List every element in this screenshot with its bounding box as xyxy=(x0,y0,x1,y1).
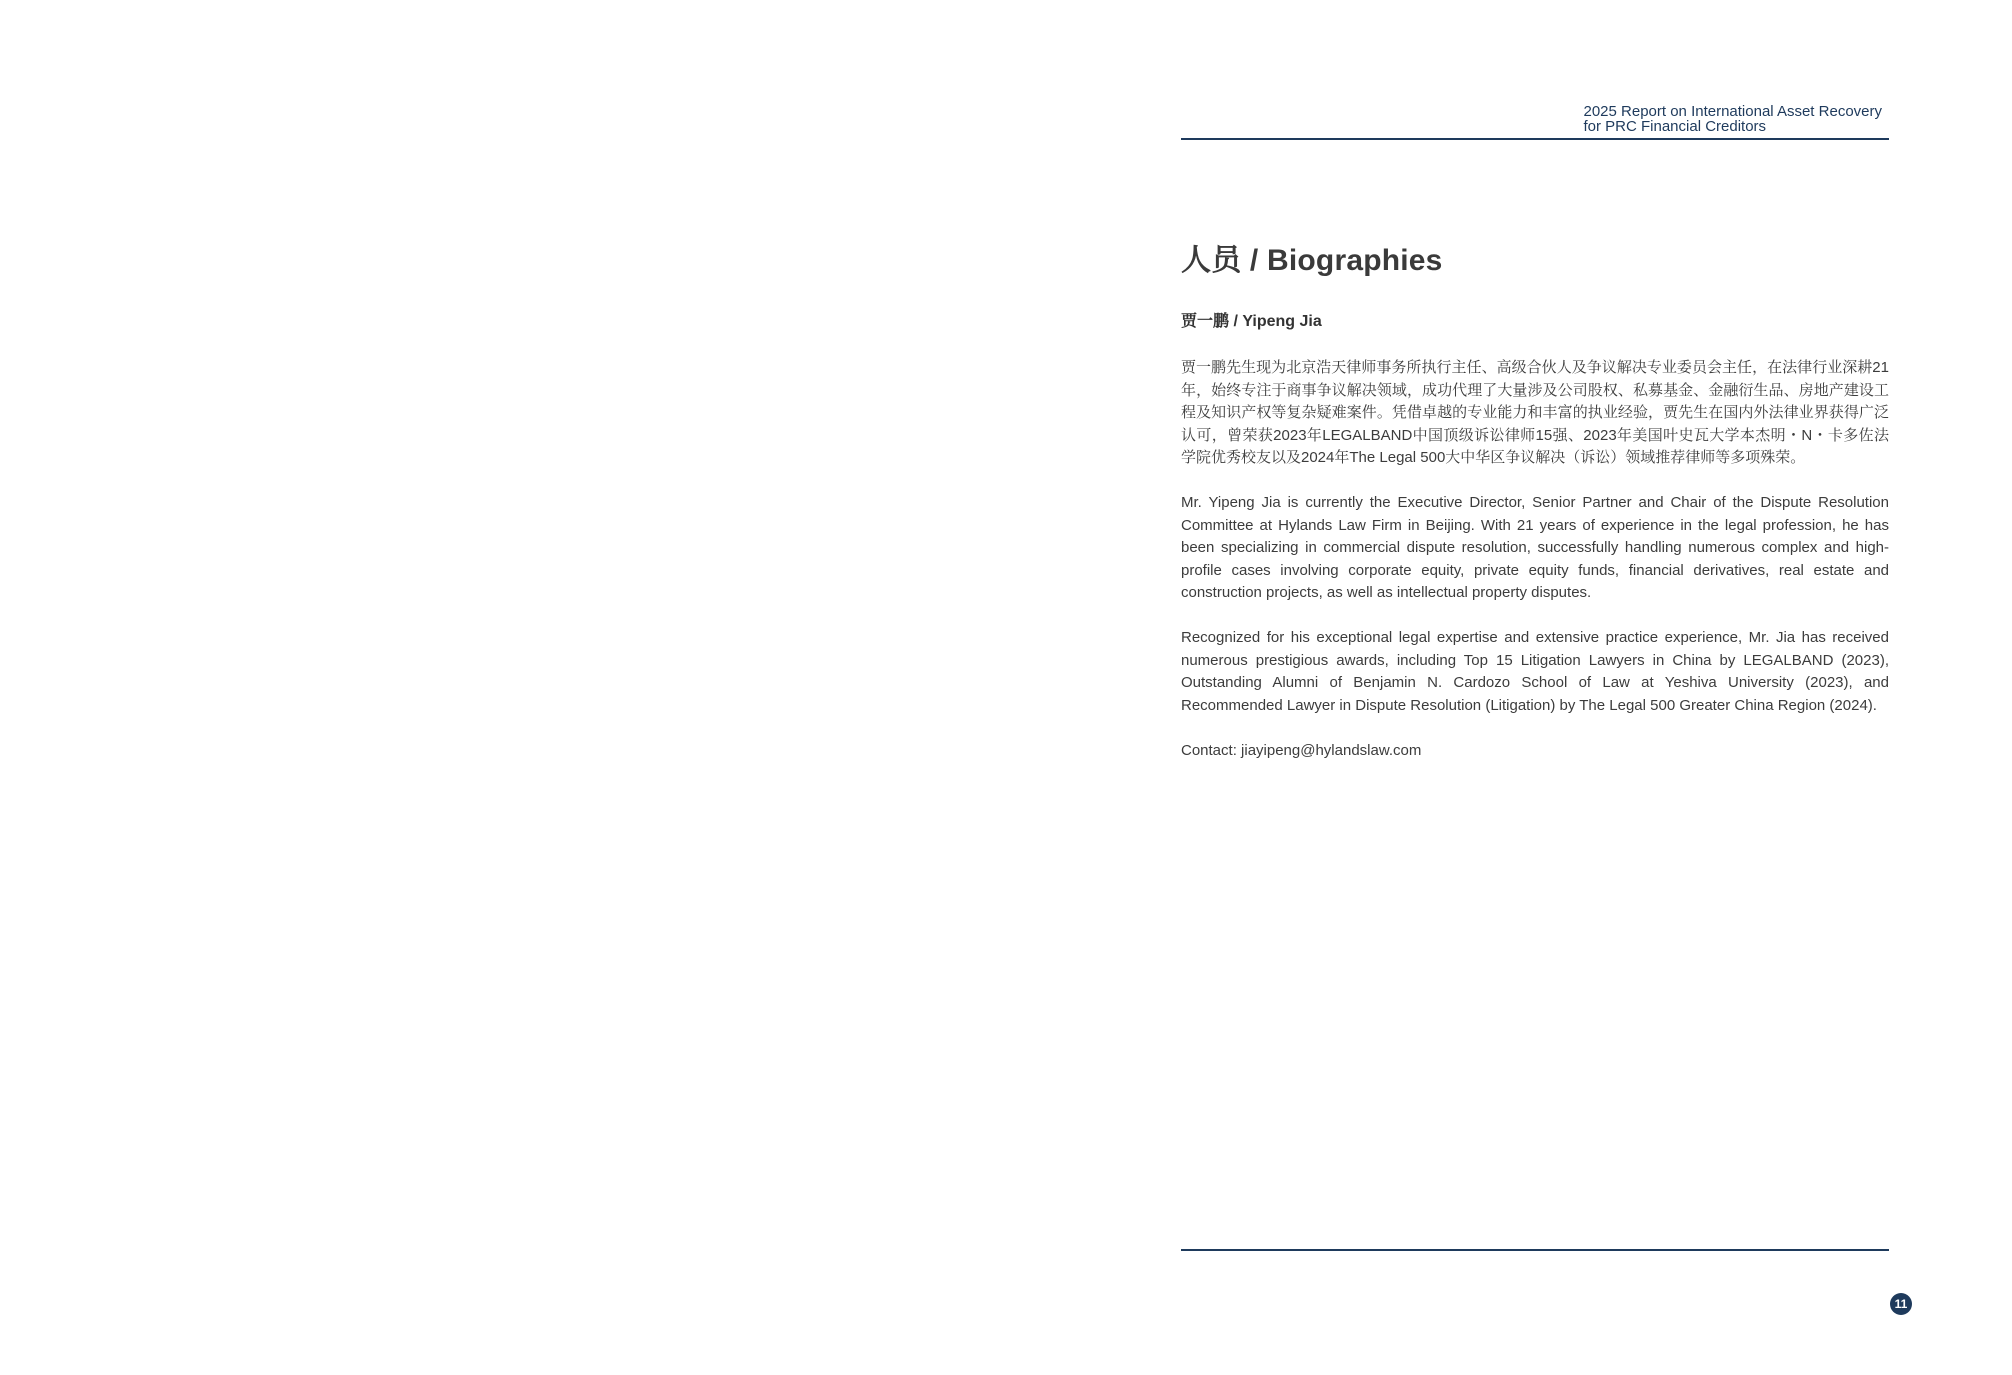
bio-paragraph-zh: 贾一鹏先生现为北京浩天律师事务所执行主任、高级合伙人及争议解决专业委员会主任，在法律行业深耕21年，始终专注于商事争议解决领域，成功代理了大量涉及公司股权、私募基金、金融衍生品、房地产建设工程及知识产权等复杂疑难案件。凭借卓越的专业能力和丰富的执业经验，贾先生在国内外法律业界获得广泛认可，曾荣获2023年LEGALBAND中国顶级诉讼律师15强、2023年美国叶史瓦大学本杰明・N・卡多佐法学院优秀校友以及2024年The Legal 500大中华区争议解决（诉讼）领域推荐律师等多项殊荣。 xyxy=(1181,359,1889,466)
header-divider xyxy=(1181,138,1889,140)
section-title: 人员 / Biographies xyxy=(1181,244,1443,277)
bio-paragraph-en-1: Mr. Yipeng Jia is currently the Executive Director, Senior Partner and Chair of the Dispute Resolution Committee at Hylands Law Firm in Beijing. With 21 years of experience in the legal profession, he has been specializing in commercial dispute resolution, successfully handling numerous complex and high-profile cases involving corporate equity, private equity funds, financial derivatives, real estate and construction projects, as well as intellectual property disputes. xyxy=(1181,494,1889,601)
running-header xyxy=(1583,104,1882,134)
header-line-1: 2025 Report on International Asset Recovery xyxy=(1583,103,1882,120)
biography-section xyxy=(1181,236,1889,762)
bio-paragraph-en-2: Recognized for his exceptional legal expertise and extensive practice experience, Mr. Jia has received numerous prestigious awards, including Top 15 Litigation Lawyers in China by LEGALBAND (2023), Outstanding Alumni of Benjamin N. Cardozo School of Law at Yeshiva University (2023), and Recommended Lawyer in Dispute Resolution (Litigation) by The Legal 500 Greater China Region (2024). xyxy=(1181,629,1889,714)
header-line-2: for PRC Financial Creditors xyxy=(1583,118,1767,135)
contact-line: Contact: jiayipeng@hylandslaw.com xyxy=(1181,741,1422,759)
person-name: 贾一鹏 / Yipeng Jia xyxy=(1181,313,1322,330)
footer-divider xyxy=(1181,1249,1889,1251)
page-number-badge: 11 xyxy=(1890,1293,1912,1315)
